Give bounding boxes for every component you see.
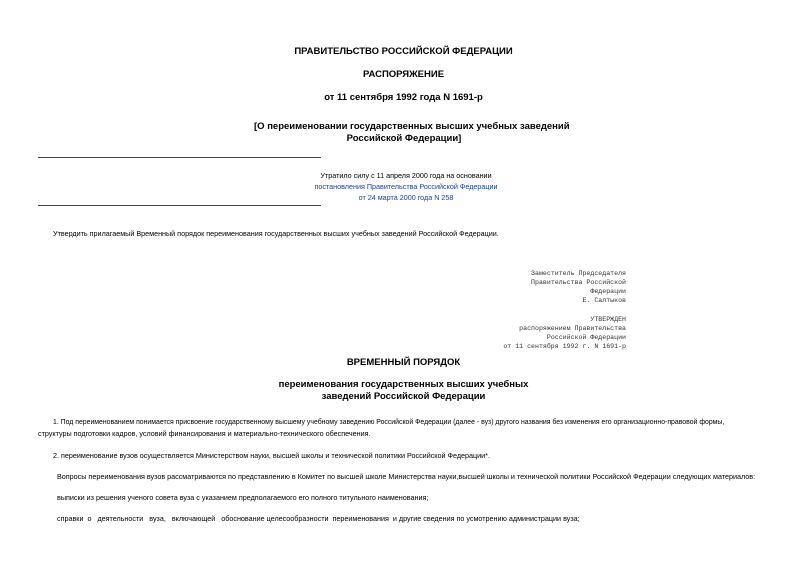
procedure-subtitle-line1: переименования государственных высших учебных [278,379,529,390]
signature-line1: Заместитель Председателя [531,270,626,277]
clause-4: выписки из решения ученого совета вуза с указанием предполагаемого его полного титульного наименования; [57,493,429,502]
document-title-line1: [О переименовании государственных высших учебных заведений [254,121,570,132]
status-note-link-line1[interactable]: постановления Правительства Российской Федерации [314,182,498,191]
signature-line3: Федерации [590,288,626,295]
signature-line2: Правительства Российской [531,279,626,286]
approval-paragraph: Утвердить прилагаемый Временный порядок переименования государственных высших учебных заведений Российской Федерации. [53,229,499,238]
document-type-heading: РАСПОРЯЖЕНИЕ [362,69,445,80]
clause-1-line2: структуры подготовки кадров, условий финансирования и материально-технического обеспечения. [38,429,371,438]
clause-1-line1: 1. Под переименованием понимается присвоение государственному высшему учебному заведению Российской Федерации (далее - вуз) другого названия без изменения его организационно-правовой формы, [53,419,725,426]
government-heading: ПРАВИТЕЛЬСТВО РОССИЙСКОЙ ФЕДЕРАЦИИ [294,46,513,57]
approved-stamp-line2: распоряжением Правительства [519,325,626,332]
clause-2: 2. переименование вузов осуществляется Министерством науки, высшей школы и технической политики Российской Федерации*. [53,451,490,460]
procedure-subtitle-line2: заведений Российской Федерации [321,391,486,402]
document-title-line2: Российской Федерации] [346,133,462,144]
status-note-text: Утратило силу с 11 апреля 2000 года на основании [320,171,492,180]
clause-5: справки о деятельности вуза, включающей обоснование целесообразности переименования и другие сведения по усмотрению администрации вуза; [57,514,580,523]
approved-stamp-line4: от 11 сентября 1992 г. N 1691-р [503,343,626,350]
clause-3: Вопросы переименования вузов рассматриваются по представлению в Комитет по высшей школе Министерства науки,высшей школы и технической политики Российской Федерации следующих материалов: [57,472,756,481]
divider-bottom [38,205,321,206]
signature-name: Е. Салтыков [582,297,626,304]
approved-stamp-line3: Российской Федерации [546,334,626,341]
procedure-title: ВРЕМЕННЫЙ ПОРЯДОК [346,357,461,368]
status-note-link-line2[interactable]: от 24 марта 2000 года N 258 [358,193,454,202]
approved-stamp-line1: УТВЕРЖДЕН [590,316,626,323]
document-date-number: от 11 сентября 1992 года N 1691-р [324,92,483,103]
divider-top [38,157,321,158]
